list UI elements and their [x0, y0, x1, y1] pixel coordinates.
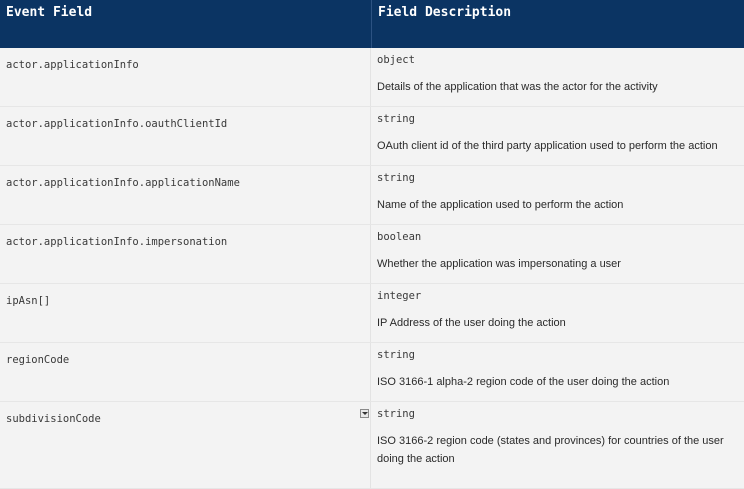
table-row-field	[0, 225, 371, 284]
field-type: string	[377, 113, 415, 125]
table-row-description	[371, 343, 744, 402]
table-row-description	[371, 107, 744, 166]
field-description: Name of the application used to perform the action	[377, 199, 624, 211]
field-name: actor.applicationInfo.impersonation	[6, 236, 228, 248]
table-row-field	[0, 284, 371, 343]
field-type: string	[377, 349, 415, 361]
header-field-description: Field Description	[371, 0, 744, 48]
field-type: string	[377, 408, 415, 420]
field-description: Whether the application was impersonating a user	[377, 258, 621, 270]
field-type: integer	[377, 290, 422, 302]
field-description: IP Address of the user doing the action	[377, 317, 566, 329]
field-description: ISO 3166-1 alpha-2 region code of the user doing the action	[377, 376, 670, 388]
table-row-description	[371, 284, 744, 343]
field-description: OAuth client id of the third party application used to perform the action	[377, 140, 718, 152]
chevron-down-icon[interactable]	[360, 409, 369, 418]
field-name: actor.applicationInfo.applicationName	[6, 177, 240, 189]
table-row-description	[371, 166, 744, 225]
table-row-field	[0, 166, 371, 225]
field-description: Details of the application that was the actor for the activity	[377, 81, 658, 93]
field-name: actor.applicationInfo	[6, 59, 139, 71]
field-description: ISO 3166-2 region code (states and provinces) for countries of the user doing the action	[377, 435, 724, 465]
table-row-field	[0, 107, 371, 166]
field-type: string	[377, 172, 415, 184]
field-name: regionCode	[6, 354, 70, 366]
table-row-description	[371, 225, 744, 284]
table-row-description	[371, 402, 744, 489]
table-row-field	[0, 343, 371, 402]
field-name: subdivisionCode	[6, 413, 101, 425]
header-event-field: Event Field	[0, 0, 371, 48]
field-type: object	[377, 54, 415, 66]
field-name: ipAsn[]	[6, 295, 51, 307]
field-name: actor.applicationInfo.oauthClientId	[6, 118, 228, 130]
table-row-description	[371, 48, 744, 107]
table-row-field	[0, 48, 371, 107]
field-type: boolean	[377, 231, 422, 243]
table-row-field	[0, 402, 371, 489]
